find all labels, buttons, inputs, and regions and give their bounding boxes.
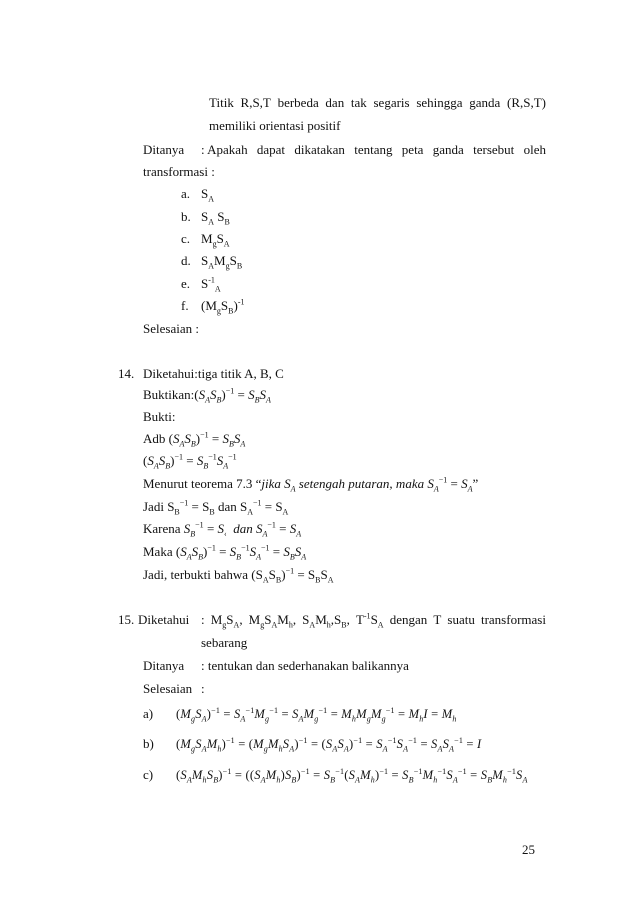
ditanya-label: Ditanya (143, 142, 185, 157)
q15-diketahui-line-1: : $M_gS_A$, $M_gS_AM_h$, $S_AM_h,S_B$, $T^{-1}S_A$ dengan T suatu transformasi (201, 611, 546, 630)
ditanya-line-2: transformasi : (143, 164, 215, 179)
q14-maka: Maka $(S_AS_B)^{-1} = S_B^{-1}S_A^{-1} = S_BS_A$ (143, 543, 307, 562)
q15-answer-b: $(M_gS_AM_h)^{-1} = (M_gM_hS_A)^{-1} = (S_AS_A)^{-1} = S_A^{-1}S_A^{-1} = S_AS_A^{-1} = I$ (176, 735, 482, 754)
option-letter-a: a. (181, 186, 191, 201)
q15-answer-c: $(S_AM_hS_B)^{-1} = ((S_AM_h)S_B)^{-1} = S_B^{-1}(S_AM_h)^{-1} = S_B^{-1}M_h^{-1}S_A^{-1} = S_BM_h^{-1}S_A$ (176, 766, 528, 785)
option-f: $(M_gS_B)^{-1}$ (201, 297, 245, 316)
q14-buktikan: $Buktikan:(S_AS_B)^{-1} = S_BS_A$ (143, 386, 271, 405)
q14-adb: Adb $(S_AS_B)^{-1} = S_BS_A$ (143, 430, 246, 449)
option-letter-d: d. (181, 253, 191, 268)
q14-bukti-label: Bukti: (143, 409, 176, 424)
page-number: 25 (522, 842, 535, 857)
option-e: $S^{-1}_A$ (201, 275, 221, 294)
intro-line-1: Titik R,S,T berbeda dan tak segaris sehingga ganda (R,S,T) (209, 95, 546, 110)
option-c: $M_gS_A$ (201, 231, 230, 249)
option-letter-c: c. (181, 231, 191, 246)
q14-number: 14. (118, 366, 135, 381)
q15-ditanya-label: Ditanya (143, 658, 185, 673)
q15-diketahui-line-2: sebarang (201, 635, 248, 650)
option-d: $S_AM_gS_B$ (201, 253, 243, 271)
option-b: $S_A$ $S_B$ (201, 209, 230, 227)
q14-jadi: Jadi $S_B^{-1} = S_B$ dan $S_A^{-1} = S_A$ (143, 498, 289, 517)
q14-adb-label: Adb (143, 431, 166, 446)
q14-conclusion: Jadi, terbukti bahwa $(S_AS_B)^{-1} = S_BS_A$ (143, 566, 334, 585)
q15-answer-letter-a: a) (143, 706, 154, 721)
intro-selesaian: Selesaian : (143, 321, 199, 336)
q15-diketahui-label: Diketahui (138, 612, 190, 627)
q15-answer-letter-b: b) (143, 736, 154, 751)
option-letter-f: f. (181, 298, 189, 313)
q15-answer-letter-c: c) (143, 767, 154, 782)
q15-ditanya-text: : tentukan dan sederhanakan balikannya (201, 658, 409, 673)
q14-diketahui: Diketahui:tiga titik A, B, C (143, 366, 284, 381)
q15-answer-a: $(M_gS_A)^{-1} = S_A^{-1}M_g^{-1} = S_AM_g^{-1} = M_hM_gM_g^{-1} = M_hI = M_h$ (176, 705, 457, 724)
q15-number: 15. (118, 612, 135, 627)
intro-line-2: memiliki orientasi positif (209, 118, 341, 133)
q14-menurut: Menurut teorema 7.3 “jika $S_A$ setengah putaran, maka $S_A^{-1} = S_A$” (143, 475, 479, 494)
option-a: $S_A$ (201, 186, 215, 204)
q14-step2: $(S_AS_B)^{-1} = S_B^{-1}S_A^{-1}$ (143, 452, 237, 471)
q15-selesaian-colon: : (201, 681, 205, 696)
option-letter-e: e. (181, 276, 191, 291)
q14-karena: Karena $S_B^{-1} = S_‹$ dan $S_A^{-1} = S_A$ (143, 520, 302, 539)
option-letter-b: b. (181, 209, 191, 224)
ditanya-line-1: : Apakah dapat dikatakan tentang peta ganda tersebut oleh (201, 142, 546, 157)
q15-selesaian-label: Selesaian (143, 681, 193, 696)
q14-buktikan-label: Buktikan: (143, 387, 195, 402)
